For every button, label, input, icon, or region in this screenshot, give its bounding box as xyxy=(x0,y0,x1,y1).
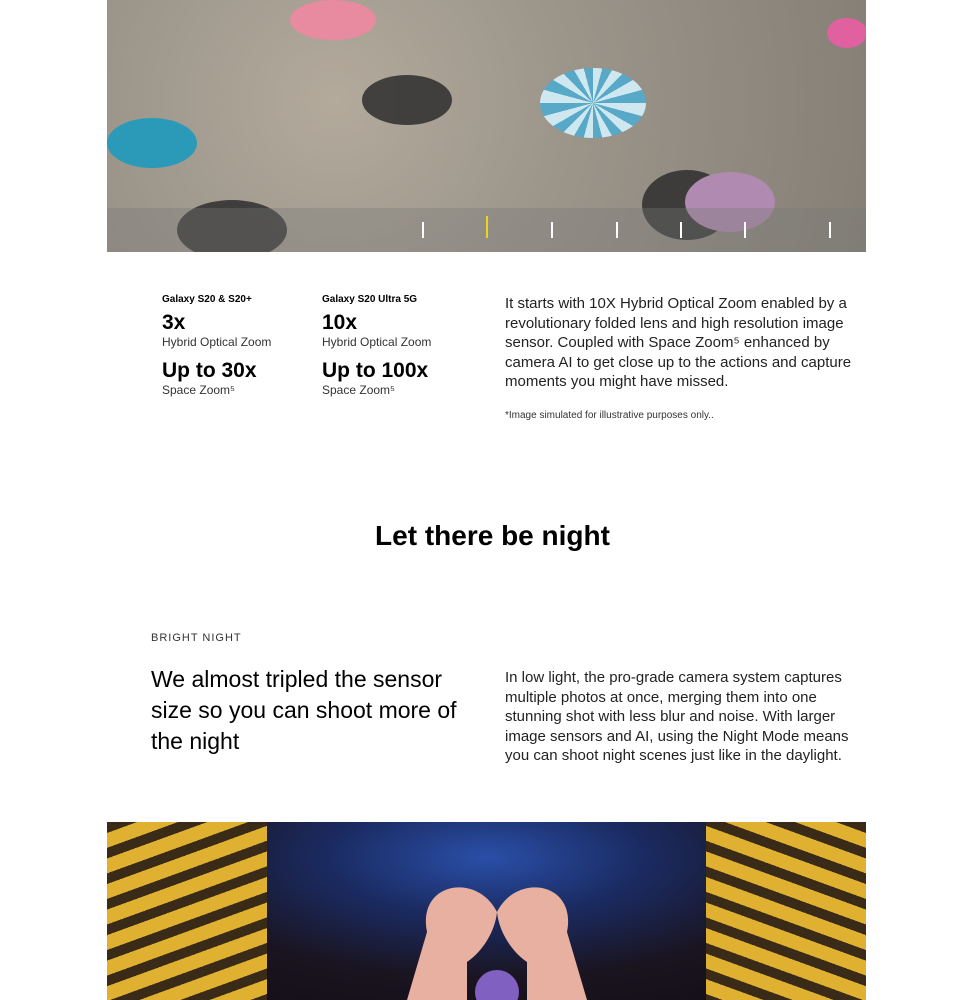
heart-hands-illustration xyxy=(407,872,587,1000)
model-name: Galaxy S20 Ultra 5G xyxy=(322,294,418,305)
space-zoom-value: Up to 100x xyxy=(322,359,429,382)
zoom-spec-s20-ultra xyxy=(322,294,431,397)
optical-zoom-label: Hybrid Optical Zoom xyxy=(162,335,272,349)
zoom-tick[interactable] xyxy=(616,222,618,238)
night-description: In low light, the pro-grade camera system captures multiple photos at once, merging them into one stunning shot with less blur and noise. With larger image sensors and AI, using the Night Mode means you can shoot night scenes just like in the daylight. xyxy=(505,669,849,764)
zoom-tick[interactable] xyxy=(829,222,831,238)
disclaimer-note: *Image simulated for illustrative purposes only.. xyxy=(505,410,714,421)
model-name: Galaxy S20 & S20+ xyxy=(162,294,252,305)
space-zoom-value: Up to 30x xyxy=(162,359,257,382)
optical-zoom-label: Hybrid Optical Zoom xyxy=(322,335,432,349)
zoom-spec-s20 xyxy=(162,294,271,397)
space-zoom-label: Space Zoom⁵ xyxy=(322,383,396,397)
optical-zoom-value: 10x xyxy=(322,311,358,334)
zoom-tick[interactable] xyxy=(551,222,553,238)
zoom-tick[interactable] xyxy=(422,222,424,238)
zoom-slider[interactable] xyxy=(107,208,866,252)
beach-zoom-image xyxy=(107,0,866,252)
night-concert-image xyxy=(107,822,866,1000)
space-zoom-label: Space Zoom⁵ xyxy=(162,383,236,397)
zoom-tick[interactable] xyxy=(744,222,746,238)
eyebrow-label: BRIGHT NIGHT xyxy=(151,632,242,644)
zoom-description: It starts with 10X Hybrid Optical Zoom enabled by a revolutionary folded lens and high resolution image sensor. Coupled with Space Zoom⁵ enhanced by camera AI to get close up to the actions and capture moments you might have missed. xyxy=(505,295,852,390)
night-headline: We almost tripled the sensor size so you can shoot more of the night xyxy=(151,666,457,754)
zoom-tick[interactable] xyxy=(680,222,682,238)
section-title: Let there be night xyxy=(375,520,610,551)
optical-zoom-value: 3x xyxy=(162,311,186,334)
zoom-tick-active[interactable] xyxy=(486,216,488,238)
